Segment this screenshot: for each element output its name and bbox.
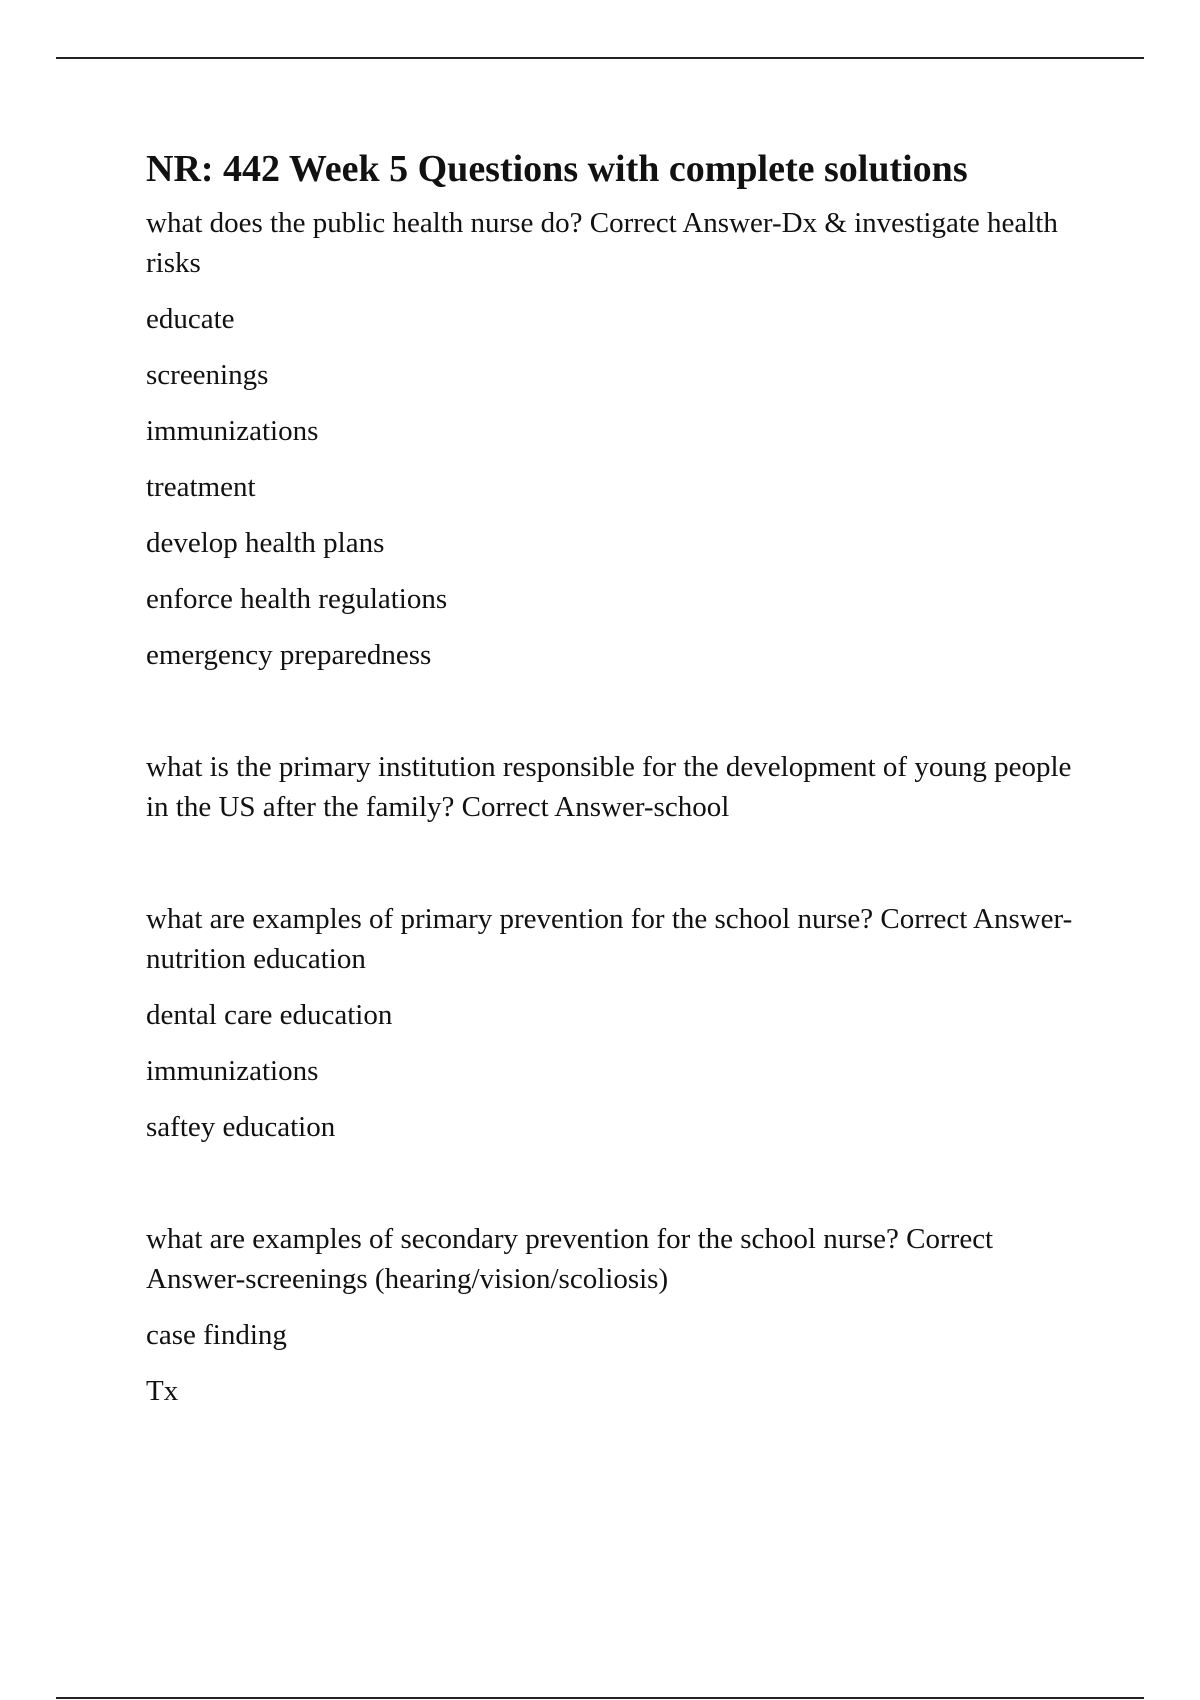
answer-item: dental care education [146,999,393,1031]
header-rule [56,57,1144,59]
footer-rule [56,1697,1144,1699]
answer-item: treatment [146,471,256,503]
answer-item: immunizations [146,1055,319,1087]
answer-item: immunizations [146,415,319,447]
answer-item: Tx [146,1375,179,1407]
question-answer-text: what are examples of secondary prevention for the school nurse? Correct Answer-screenings (hearing/vision/scoliosis) [146,1223,994,1295]
question-answer-text: what does the public health nurse do? Correct Answer-Dx & investigate health risks [146,207,1058,279]
question-answer-text: what are examples of primary prevention for the school nurse? Correct Answer-nutrition education [146,903,1073,975]
answer-item: educate [146,303,235,335]
answer-item: case finding [146,1319,287,1351]
document-title: NR: 442 Week 5 Questions with complete solutions [146,148,968,190]
qa-block-secondary-prevention [146,1219,1096,1411]
question-answer-text: what is the primary institution responsible for the development of young people in the US after the family? Correct Answer-school [146,751,1072,823]
answer-item: develop health plans [146,527,385,559]
answer-item: saftey education [146,1111,336,1143]
answer-item: enforce health regulations [146,583,448,615]
document-body [146,145,1096,1411]
answer-item: screenings [146,359,269,391]
qa-block-public-health-nurse [146,203,1096,675]
answer-item: emergency preparedness [146,639,432,671]
qa-block-primary-institution [146,747,1096,827]
qa-block-primary-prevention [146,899,1096,1147]
